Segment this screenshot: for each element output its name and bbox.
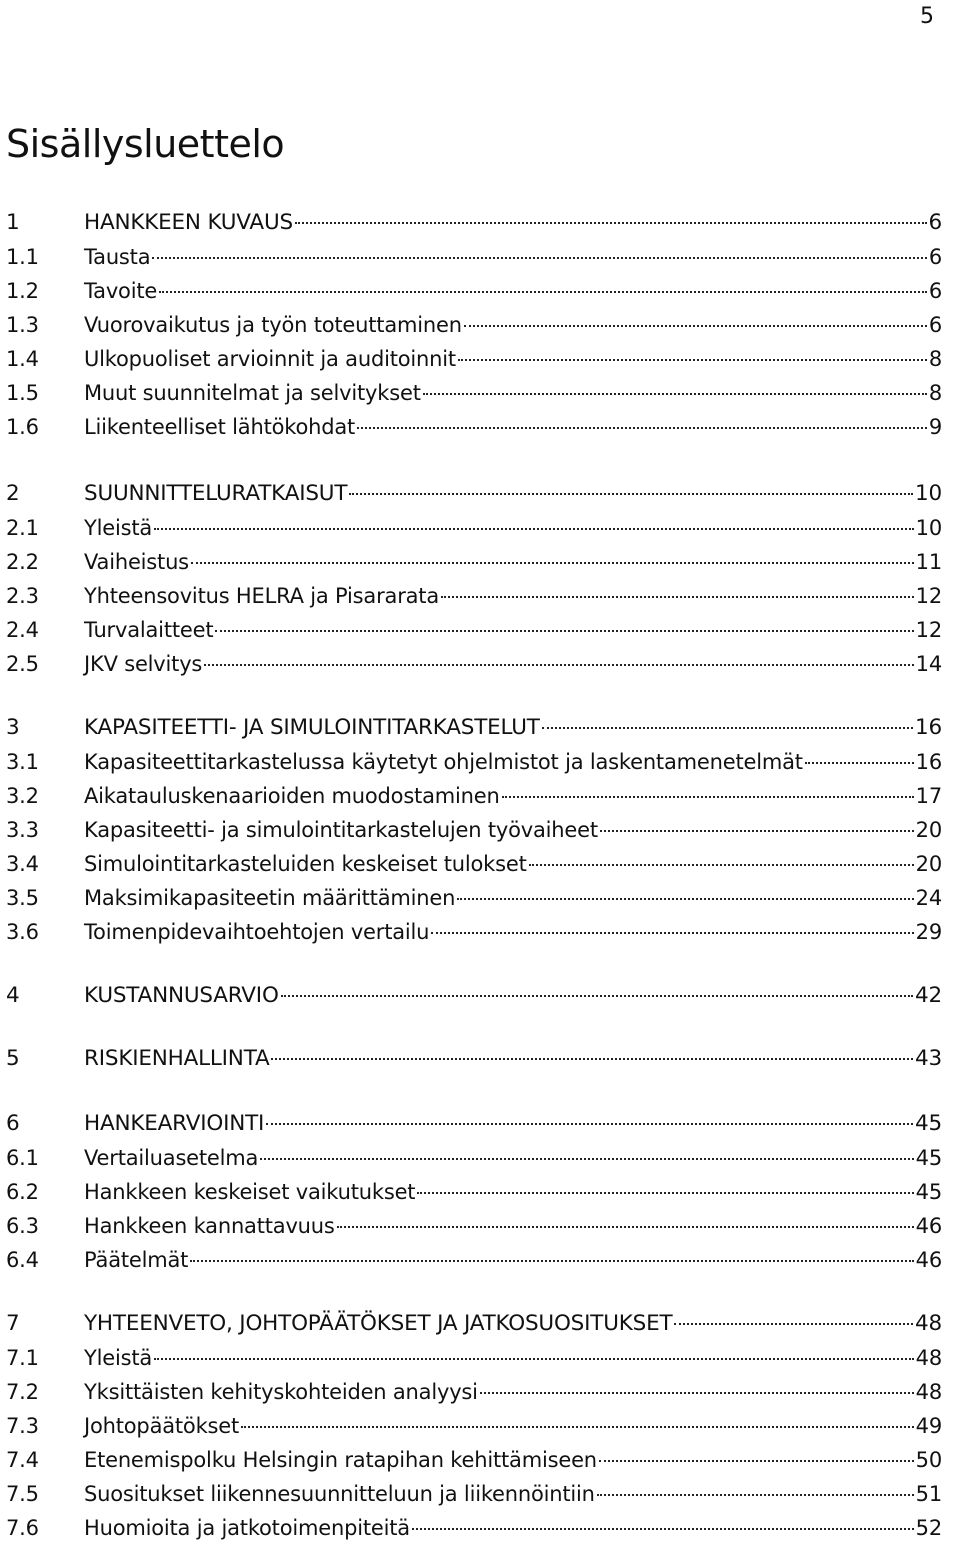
toc-section-entry[interactable]: [6, 1141, 942, 1175]
toc-entry-title: JKV selvitys: [84, 652, 203, 676]
toc-entry-page: 20: [915, 852, 942, 876]
toc-entry-page: 12: [915, 584, 942, 608]
toc-section-entry[interactable]: [6, 579, 942, 613]
toc-section-entry[interactable]: [6, 410, 942, 444]
toc-chapter-entry[interactable]: [6, 477, 942, 511]
toc-entry-title: Turvalaitteet: [84, 618, 214, 642]
toc-dot-leader: [464, 324, 927, 327]
toc-entry-page: 45: [915, 1180, 942, 1204]
toc-section-entry[interactable]: [6, 1341, 942, 1375]
toc-entry-title: Yksittäisten kehityskohteiden analyysi: [84, 1380, 478, 1404]
toc-entry-title: Yhteensovitus HELRA ja Pisararata: [84, 584, 440, 608]
toc-entry-page: 45: [915, 1111, 942, 1136]
toc-section-entry[interactable]: [6, 613, 942, 647]
toc-section-entry[interactable]: [6, 308, 942, 342]
toc-entry-number: 7: [6, 1311, 20, 1336]
toc-entry-title: Muut suunnitelmat ja selvitykset: [84, 381, 421, 405]
toc-entry-page: 9: [928, 415, 942, 439]
toc-entry-page: 16: [915, 715, 942, 740]
toc-entry-page: 6: [928, 313, 942, 337]
toc-chapter-entry[interactable]: [6, 206, 942, 240]
toc-entry-page: 6: [928, 245, 942, 269]
toc-entry-number: 3: [6, 715, 20, 740]
toc-entry-page: 43: [915, 1046, 942, 1071]
toc-section-entry[interactable]: [6, 1243, 942, 1277]
toc-entry-page: 14: [915, 652, 942, 676]
toc-dot-leader: [412, 1527, 914, 1530]
toc-entry-page: 20: [915, 818, 942, 842]
toc-chapter-entry[interactable]: [6, 979, 942, 1013]
toc-entry-number: 2.5: [6, 652, 39, 676]
toc-section-entry[interactable]: [6, 240, 942, 274]
toc-entry-title: Vertailuasetelma: [84, 1146, 259, 1170]
toc-entry-page: 48: [915, 1311, 942, 1336]
toc-dot-leader: [271, 1057, 913, 1060]
toc-dot-leader: [159, 290, 927, 293]
toc-dot-leader: [337, 1225, 914, 1228]
toc-dot-leader: [431, 931, 913, 934]
toc-entry-number: 1.3: [6, 313, 39, 337]
toc-entry-title: HANKKEEN KUVAUS: [84, 210, 293, 235]
toc-entry-title: Tausta: [84, 245, 151, 269]
toc-section-entry[interactable]: [6, 274, 942, 308]
toc-dot-leader: [457, 897, 913, 900]
toc-entry-number: 2.3: [6, 584, 39, 608]
toc-dot-leader: [600, 829, 914, 832]
toc-chapter-entry[interactable]: [6, 1107, 942, 1141]
toc-entry-title: Vaiheistus: [84, 550, 189, 574]
toc-entry-title: Toimenpidevaihtoehtojen vertailu: [84, 920, 430, 944]
toc-dot-leader: [423, 392, 927, 395]
toc-entry-number: 7.2: [6, 1380, 39, 1404]
toc-entry-number: 2.4: [6, 618, 39, 642]
toc-entry-page: 29: [915, 920, 942, 944]
toc-dot-leader: [674, 1322, 913, 1325]
toc-entry-number: 7.3: [6, 1414, 39, 1438]
toc-dot-leader: [597, 1493, 914, 1496]
toc-entry-number: 7.4: [6, 1448, 39, 1472]
toc-entry-page: 8: [928, 381, 942, 405]
toc-entry-page: 50: [915, 1448, 942, 1472]
toc-entry-title: Ulkopuoliset arvioinnit ja auditoinnit: [84, 347, 456, 371]
toc-entry-number: 3.6: [6, 920, 39, 944]
toc-entry-title: Yleistä: [84, 516, 153, 540]
toc-entry-title: Yleistä: [84, 1346, 153, 1370]
page-number: 5: [920, 4, 934, 29]
toc-entry-title: Etenemispolku Helsingin ratapihan kehittämiseen: [84, 1448, 597, 1472]
toc-entry-page: 46: [915, 1214, 942, 1238]
toc-entry-number: 1.6: [6, 415, 39, 439]
toc-section-entry[interactable]: [6, 1375, 942, 1409]
toc-section-entry[interactable]: [6, 813, 942, 847]
toc-entry-number: 3.5: [6, 886, 39, 910]
toc-dot-leader: [805, 761, 914, 764]
toc-section-entry[interactable]: [6, 1175, 942, 1209]
toc-entry-number: 2.2: [6, 550, 39, 574]
toc-entry-number: 3.4: [6, 852, 39, 876]
toc-chapter-entry[interactable]: [6, 1307, 942, 1341]
toc-section-entry[interactable]: [6, 511, 942, 545]
toc-entry-number: 5: [6, 1046, 20, 1071]
toc-entry-page: 17: [915, 784, 942, 808]
toc-entry-title: YHTEENVETO, JOHTOPÄÄTÖKSET JA JATKOSUOSITUKSET: [84, 1311, 673, 1336]
toc-section-entry[interactable]: [6, 881, 942, 915]
toc-dot-leader: [357, 426, 927, 429]
toc-entry-title: SUUNNITTELURATKAISUT: [84, 481, 348, 506]
toc-entry-title: Kapasiteettitarkastelussa käytetyt ohjelmistot ja laskentamenetelmät: [84, 750, 803, 774]
toc-dot-leader: [417, 1191, 913, 1194]
toc-section-entry[interactable]: [6, 1443, 942, 1477]
toc-entry-page: 45: [915, 1146, 942, 1170]
toc-entry-number: 3.2: [6, 784, 39, 808]
toc-entry-page: 42: [915, 983, 942, 1008]
toc-dot-leader: [215, 629, 913, 632]
toc-entry-page: 51: [915, 1482, 942, 1506]
toc-entry-number: 6.3: [6, 1214, 39, 1238]
toc-section-entry[interactable]: [6, 545, 942, 579]
toc-entry-number: 1.4: [6, 347, 39, 371]
page-title: Sisällysluettelo: [6, 122, 285, 166]
toc-entry-title: Suositukset liikennesuunnitteluun ja liikennöintiin: [84, 1482, 595, 1506]
toc-entry-number: 6.2: [6, 1180, 39, 1204]
toc-entry-page: 16: [915, 750, 942, 774]
toc-dot-leader: [441, 595, 914, 598]
toc-section-entry[interactable]: [6, 1477, 942, 1511]
toc-section-entry[interactable]: [6, 915, 942, 949]
toc-entry-title: Tavoite: [84, 279, 158, 303]
toc-dot-leader: [190, 1259, 913, 1262]
toc-entry-page: 52: [915, 1516, 942, 1540]
toc-dot-leader: [154, 527, 914, 530]
toc-entry-page: 48: [915, 1380, 942, 1404]
toc-entry-number: 2: [6, 481, 20, 506]
toc-chapter-entry[interactable]: [6, 711, 942, 745]
toc-dot-leader: [295, 221, 927, 224]
toc-dot-leader: [204, 663, 914, 666]
toc-entry-page: 8: [928, 347, 942, 371]
toc-section-entry[interactable]: [6, 647, 942, 681]
toc-entry-title: RISKIENHALLINTA: [84, 1046, 270, 1071]
toc-entry-title: Maksimikapasiteetin määrittäminen: [84, 886, 456, 910]
toc-entry-number: 1: [6, 210, 20, 235]
toc-entry-number: 1.2: [6, 279, 39, 303]
toc-entry-page: 6: [928, 210, 942, 235]
toc-entry-number: 7.1: [6, 1346, 39, 1370]
toc-dot-leader: [281, 994, 913, 997]
toc-dot-leader: [260, 1157, 913, 1160]
toc-section-entry[interactable]: [6, 779, 942, 813]
toc-entry-title: Liikenteelliset lähtökohdat: [84, 415, 356, 439]
toc-chapter-entry[interactable]: [6, 1042, 942, 1076]
toc-section-entry[interactable]: [6, 745, 942, 779]
toc-entry-number: 1.1: [6, 245, 39, 269]
toc-dot-leader: [542, 726, 913, 729]
toc-entry-title: Päätelmät: [84, 1248, 189, 1272]
toc-entry-title: Johtopäätökset: [84, 1414, 240, 1438]
toc-entry-page: 24: [915, 886, 942, 910]
toc-entry-number: 2.1: [6, 516, 39, 540]
toc-entry-title: KAPASITEETTI- JA SIMULOINTITARKASTELUT: [84, 715, 540, 740]
toc-section-entry[interactable]: [6, 1209, 942, 1243]
toc-section-entry[interactable]: [6, 1511, 942, 1545]
toc-entry-page: 11: [915, 550, 942, 574]
toc-entry-number: 3.3: [6, 818, 39, 842]
toc-dot-leader: [349, 492, 913, 495]
toc-entry-number: 7.5: [6, 1482, 39, 1506]
toc-entry-number: 1.5: [6, 381, 39, 405]
toc-dot-leader: [266, 1122, 913, 1125]
toc-dot-leader: [502, 795, 914, 798]
toc-entry-number: 6.4: [6, 1248, 39, 1272]
toc-entry-number: 6.1: [6, 1146, 39, 1170]
toc-dot-leader: [480, 1391, 914, 1394]
toc-entry-title: Hankkeen keskeiset vaikutukset: [84, 1180, 416, 1204]
toc-section-entry[interactable]: [6, 1409, 942, 1443]
toc-section-entry[interactable]: [6, 847, 942, 881]
toc-entry-title: Hankkeen kannattavuus: [84, 1214, 335, 1238]
toc-dot-leader: [241, 1425, 914, 1428]
toc-dot-leader: [152, 256, 926, 259]
toc-dot-leader: [529, 863, 914, 866]
toc-entry-title: Aikatauluskenaarioiden muodostaminen: [84, 784, 500, 808]
toc-entry-title: Simulointitarkasteluiden keskeiset tulokset: [84, 852, 527, 876]
toc-dot-leader: [154, 1357, 914, 1360]
toc-entry-page: 46: [915, 1248, 942, 1272]
toc-section-entry[interactable]: [6, 342, 942, 376]
toc-entry-page: 49: [915, 1414, 942, 1438]
toc-entry-number: 4: [6, 983, 20, 1008]
toc-entry-number: 6: [6, 1111, 20, 1136]
toc-entry-title: Huomioita ja jatkotoimenpiteitä: [84, 1516, 410, 1540]
toc-dot-leader: [191, 561, 914, 564]
toc-section-entry[interactable]: [6, 376, 942, 410]
toc-entry-page: 48: [915, 1346, 942, 1370]
toc-entry-number: 7.6: [6, 1516, 39, 1540]
toc-entry-number: 3.1: [6, 750, 39, 774]
toc-entry-title: Kapasiteetti- ja simulointitarkastelujen työvaiheet: [84, 818, 598, 842]
toc-entry-title: HANKEARVIOINTI: [84, 1111, 265, 1136]
toc-entry-page: 10: [915, 516, 942, 540]
toc-entry-title: Vuorovaikutus ja työn toteuttaminen: [84, 313, 462, 337]
toc-entry-page: 6: [928, 279, 942, 303]
toc-entry-page: 10: [915, 481, 942, 506]
toc-entry-page: 12: [915, 618, 942, 642]
toc-dot-leader: [458, 358, 927, 361]
toc-entry-title: KUSTANNUSARVIO: [84, 983, 279, 1008]
toc-dot-leader: [599, 1459, 914, 1462]
